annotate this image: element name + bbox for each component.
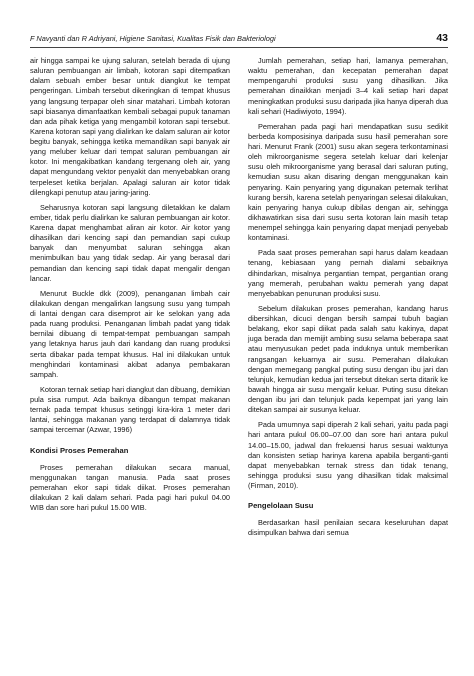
page-header: [30, 33, 448, 48]
paragraph: Seharusnya kotoran sapi langsung diletakkan ke dalam ember, tidak perlu dialirkan ke saluran pembuangan air kotor. Karena dapat menghambat aliran air kotor. Air kotor yang dihasilkan dari kencing sapi dan pemandian sapi cukup banyak dan menyumbat saluran sehingga akan menimbulkan bau yang tidak sedap. Air yang berasal dari pemandian dan kencing sapi tidak dapat mengalir dengan lancar.: [30, 202, 230, 283]
paragraph: Proses pemerahan dilakukan secara manual, menggunakan tangan manusia. Pada saat proses pemerahan ekor sapi tidak diikat. Proses pemerahan dilakukan 2 kali dalam sehari. Pada pagi hari pukul 04.00 WIB dan sore hari pukul 15.00 WIB.: [30, 462, 230, 512]
section-heading: Kondisi Proses Pemerahan: [30, 445, 129, 455]
paragraph: Menurut Buckle dkk (2009), penanganan limbah cair dilakukan dengan mengalirkan langsung susu yang tumpah di lantai dengan cara disemprot air ke selokan yang ada pada ruang produksi. Penanganan limbah padat yang tidak bernilai dibuang di tempat-tempat pembuangan sampah yang letaknya harus jauh dari kandang dan ruang produksi serta dibakar pada tempat khusus. Hal ini dilakukan untuk menghindari kontaminasi akibat adanya pembakaran sampah.: [30, 288, 230, 379]
page-number: 43: [436, 32, 448, 44]
left-column: [30, 56, 230, 518]
running-head: F Navyanti dan R Adriyani, Higiene Sanitasi, Kualitas Fisik dan Bakteriologi: [30, 34, 276, 43]
paragraph: Sebelum dilakukan proses pemerahan, kandang harus dibersihkan, dicuci dengan bersih sampai tubuh bagian belakang, ekor sapi diikat pada salah satu kakinya, dapat juga berada dan memijit ambing susu selama beberapa saat atau menyusukan pedet pada induknya untuk memberikan rangsangan keluarnya air susu. Pemerahan dilakukan dengan memegang pangkal puting susu dengan ibu jari dan telunjuk, kemudian kedua jari tersebut ditekan serta ditarik ke bawah hingga air susu mengalir keluar. Puting susu ditekan dengan ibu jari dan telunjuk pada kepempat jari yang lain ditekan sampai air susunya keluar.: [248, 303, 448, 415]
right-column: [248, 56, 448, 543]
paragraph: Pemerahan pada pagi hari mendapatkan susu sedikit berbeda komposisinya daripada susu hasil pemerahan sore hari. Menurut Frank (2001) susu akan segera terkontaminasi oleh mikroorganisme segera setelah keluar dari kelenjar susu oleh mikroorganisme yang berasal dari saluran puting, kemudian susu akan disaring dengan menggunakan kain penyaring. Kain penyaring yang digunakan peternak terlihat kurang bersih, karena setelah penyaringan selesai dilakukan, kain penyaring hanya cukup dibilas dengan air, sehingga dikhawatirkan sisa dari susu serta kotoran lain masih tetap menempel sehingga kain penyaring dapat menjadi penyebab kontaminasi.: [248, 121, 448, 243]
paragraph: Pada umumnya sapi diperah 2 kali sehari, yaitu pada pagi hari antara pukul 06.00–07.00 dan sore hari antara pukul 14.00–15.00, jadwal dan frekuensi harus sesuai waktunya dan konsisten setiap harinya karena apabila berganti-ganti dapat menyebabkan ternak stress dan tidak tenang, sehingga produksi susu yang dihasilkan tidak maksimal (Firman, 2010).: [248, 420, 448, 490]
paragraph: Jumlah pemerahan, setiap hari, lamanya pemerahan, waktu pemerahan, dan kecepatan pemerahan dapat mempengaruhi produksi susu yang dihasilkan. Jika pemerahan dinaikkan menjadi 3–4 kali setiap hari dapat meningkatkan produksi susu daripada jika hanya diperah dua kali sehari (Hadiwiyoto, 1994).: [248, 56, 448, 116]
paragraph: Pada saat proses pemerahan sapi harus dalam keadaan tenang, kebiasaan yang pernah dialami sebaiknya dihindarkan, misalnya pergantian tempat, pergantian orang yang memerah, perubahan waktu pemerah yang dapat menyebabkan penurunan produksi susu.: [248, 248, 448, 298]
paragraph: air hingga sampai ke ujung saluran, setelah berada di ujung saluran pembuangan air limbah, kotoran sapi ditempatkan dalam sebuah ember besar untuk diangkut ke tempat pengeringan. Limbah tersebut dikeringkan di tempat khusus yang langsung terpapar oleh sinar matahari. Limbah kotoran sapi biasanya dimanfaatkan kembali sebagai pupuk tanaman dan ada pihak ketiga yang mengambil kotoran sapi tersebut. Karena kotoran sapi yang dialirkan ke dalam saluran air kotor begitu banyak, sehingga ketika memandikan sapi banyak air yang meluber keluar dari tempat saluran pembuangan air kotor. Ini mengakibatkan kandang tergenang oleh air, yang dapat mengundang vektor penyakit dan menyebabkan orang terpeleset ketika berjalan. Apalagi saluran air kotor tidak dilengkapi penutup atau jaring-jaring.: [30, 56, 230, 197]
paragraph: Berdasarkan hasil penilaian secara keseluruhan dapat disimpulkan bahwa dari semua: [248, 518, 448, 538]
paragraph: Kotoran ternak setiap hari diangkut dan dibuang, demikian pula sisa rumput. Ada baiknya dibangun tempat makanan ternak pada tempat khusus setinggi kira-kira 1 meter dari lantai, sehingga makanan yang terdapat di dalamnya tidak sampai tercemar (Azwar, 1996): [30, 384, 230, 435]
section-heading: Pengelolaan Susu: [248, 501, 314, 511]
